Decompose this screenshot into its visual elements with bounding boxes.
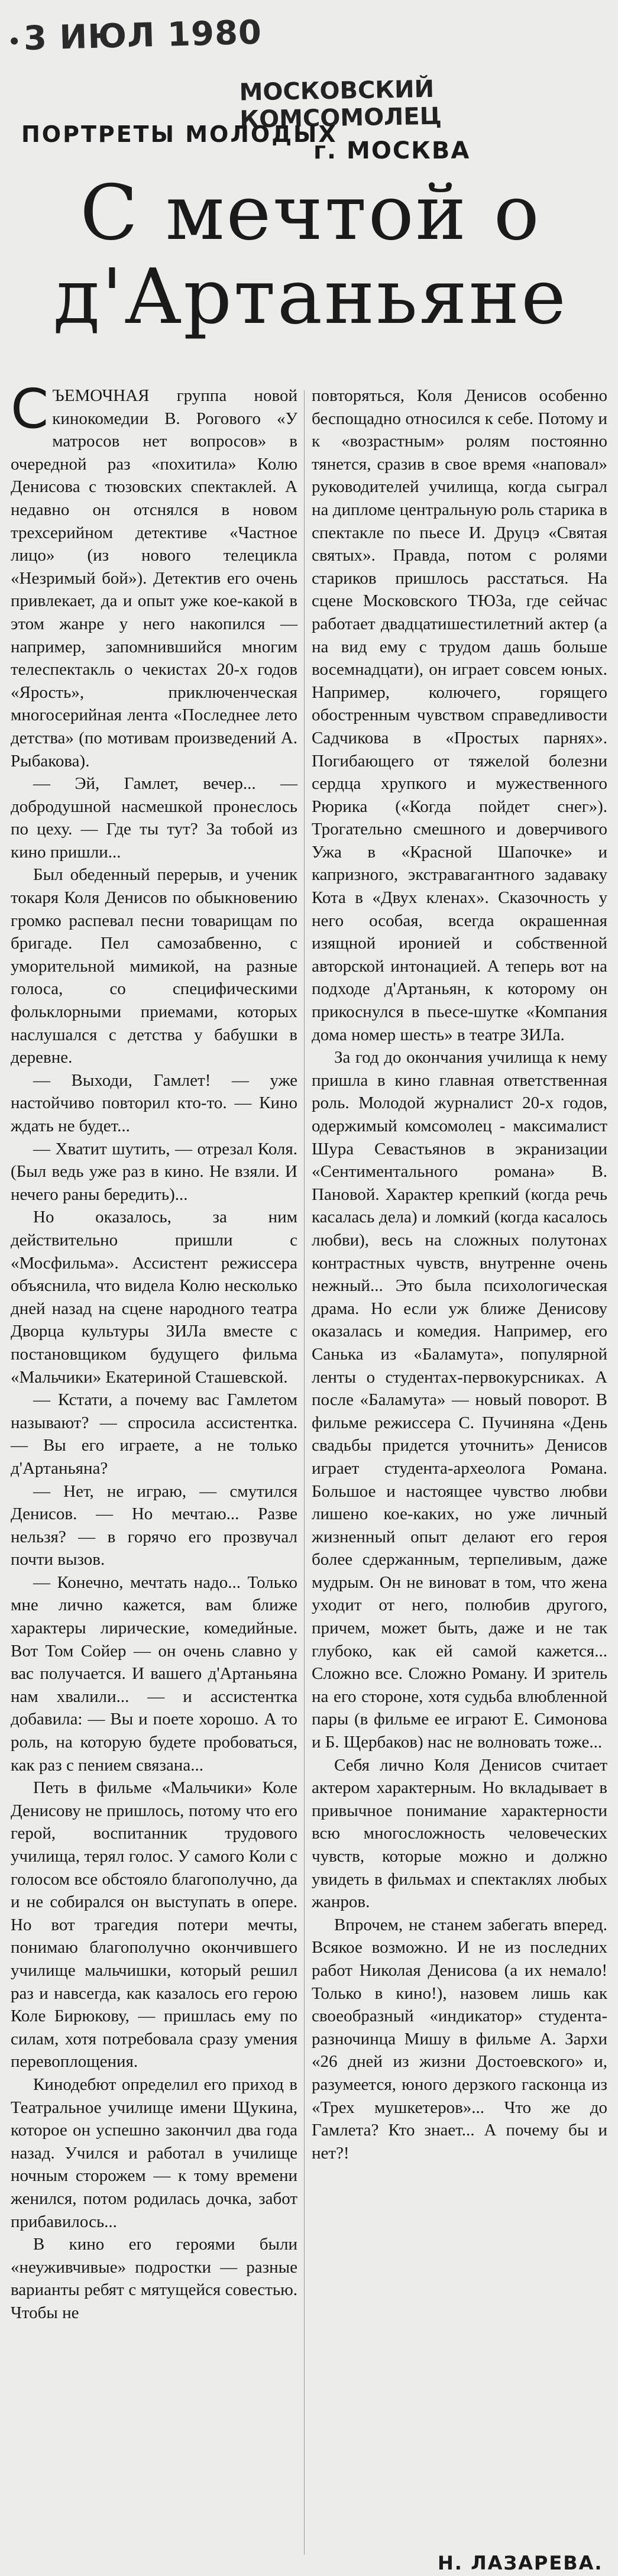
author-signature: Н. ЛАЗАРЕВА. [438, 2552, 603, 2574]
paragraph: Был обеденный перерыв, и ученик токаря Коля Денисов по обыкновению громко распевал песни товарищам по бригаде. Пел самозабвенно, с уморительной мимикой, на разные голоса, со специфическими фольклорными приемами, которых наслушался с детства у бабушки в деревне. [11, 865, 297, 1067]
paragraph: — Эй, Гамлет, вечер... — добродушной насмешкой пронеслось по цеху. — Где ты тут? За тобой из кино пришли... [11, 774, 297, 862]
column-divider [304, 390, 305, 2555]
paragraph: — Конечно, мечтать надо... Только мне лично кажется, вам ближе характеры лирические, комедийные. Вот Том Сойер — он очень славно у вас получается. И вашего д'Артаньяна нам хвалили... — и ассистентка добавила: — Вы и поете хорошо. А то роль, на которую будете пробоваться, как раз с пением связана... [11, 1572, 297, 1775]
paragraph: — Выходи, Гамлет! — уже настойчиво повторил кто-то. — Кино ждать не будет... [11, 1070, 297, 1135]
headline: С мечтой о д'Артаньяне [53, 169, 568, 341]
paragraph-text: ЪЕМОЧНАЯ группа новой кинокомедии В. Рогового «У матросов нет вопросов» в очередной раз «похитила» Колю Денисова с тюзовских спектаклей. А недавно он отснялся в новом трехсерийном детективе «Частное лицо» (из нового телецикла «Незримый бой»). Детектив его очень привлекает, да и опыт уже кое-какой в этом жанре у него накопился — например, запомнившийся многим телеспектакль о чекистах 20-х годов «Ярость», приключенческая многосерийная лента «Последнее лето детства» (по мотивам произведений А. Рыбакова). [11, 386, 297, 771]
paragraph: За год до окончания училища к нему пришла в кино главная ответственная роль. Молодой журналист 20-х годов, одержимый комсомолец - максималист Шура Севастьянов в экранизации «Сентиментального романа» В. Пановой. Характер крепкий (когда речь касалась дела) и ломкий (когда касалось любви), весь на сложных полутонах контрастных чувств, внутренне очень нежный... Это была психологическая драма. Но если уж ближе Денисову оказалась и комедия. Например, его Санька из «Баламута», популярной ленты о студентах-первокурсниках. А после «Баламута» — новый поворот. В фильме режиссера С. Пучиняна «День свадьбы придется уточнить» Денисов играет студента-археолога Романа. Большое и настоящее чувство любви лишено кое-каких, но уже личный жизненный опыт делают его героя более сдержанным, терпеливым, даже мудрым. Он не виноват в том, что жена уходит от него, полюбив другого, причем, может быть, даже и не так глубоко, как ей самой кажется... Сложно все. Сложно Роману. И зритель на его стороне, хотя судьба влюбленной пары (в фильме ее играют Е. Симонова и Б. Щербаков) нас не волновать тоже... [312, 1048, 607, 1752]
paragraph: — Хватит шутить, — отрезал Коля. (Был ведь уже раз в кино. Не взяли. И нечего раны бередить)... [11, 1139, 297, 1204]
newspaper-stamp: МОСКОВСКИЙ КОМСОМОЛЕЦ [239, 75, 442, 134]
paragraph: — Кстати, а почему вас Гамлетом называют? — спросила ассистентка. — Вы его играете, а не только д'Артаньяна? [11, 1390, 297, 1478]
paragraph: В кино его героями были «неуживчивые» подростки — разные варианты ребят с мятущейся совестью. Чтобы не [11, 2235, 297, 2322]
stamp-dot [11, 37, 18, 44]
paragraph: повторяться, Коля Денисов особенно беспощадно относился к себе. Потому и к «возрастным» ролям постоянно тянется, сразив в свое время «наповал» руководителей училища, когда сыграл на дипломе центральную роль старика в спектакле по пьесе И. Друцэ «Святая святых». Правда, потом с ролями стариков пришлось расстаться. На сцене Московского ТЮЗа, где сейчас работает двадцатишестилетний актер (а на вид ему с трудом дашь больше восемнадцати), он играет совсем юных. Например, колючего, горящего обостренным чувством справедливости Садчикова в «Простых парнях». Погибающего от тяжелой болезни сердца хрупкого и мужественного Рюрика («Когда пойдет снег»). Трогательно смешного и доверчивого Ужа в «Красной Шапочке» и капризного, экстравагантного задаваку Кота в «Двух кленах». Сказочность у него особая, всегда окрашенная изящной иронией и собственной авторской интонацией. А теперь вот на подходе д'Артаньян, к которому он прикоснулся в пьесе-шутке «Компания дома номер шесть» в театре ЗИЛа. [312, 386, 607, 1044]
date-stamp [10, 13, 262, 58]
rubric: ПОРТРЕТЫ МОЛОДЫХ [21, 121, 338, 147]
article-lead-paragraph [11, 377, 297, 772]
paragraph: — Нет, не играю, — смутился Денисов. — Но мечтаю... Разве нельзя? — в горячо его прозвучал почти вызов. [11, 1481, 297, 1569]
article-column-right [312, 384, 607, 2164]
dropcap: С [11, 377, 49, 441]
paragraph: Впрочем, не станем забегать вперед. Всякое возможно. И не из последних работ Николая Денисова (а их немало! Только в кино!), назовем лишь как своеобразный «индикатор» студента-разночинца Мишу в фильме А. Зархи «26 дней из жизни Достоевского» и, разумеется, юного дерзкого гасконца из «Трех мушкетеров»... Что же до Гамлета? Кто знает... А почему бы и нет?! [312, 1915, 607, 2163]
article-column-left [11, 377, 297, 2324]
paragraph: Себя лично Коля Денисов считает актером характерным. Но вкладывает в привычное понимание характерности всю многосложность человеческих чувств, которые можно и должно увидеть в фильмах и спектаклях любых жанров. [312, 1755, 607, 1912]
date-stamp-text: 3 ИЮЛ 1980 [23, 13, 263, 58]
paragraph: Петь в фильме «Мальчики» Коле Денисову не пришлось, потому что его герой, воспитанник трудового училища, терял голос. У самого Коли с голосом все обстояло благополучно, да и не собирался он выступать в опере. Но вот трагедия потери мечты, понимаю благополучно окончившего училище мальчишки, который решил раз и навсегда, как казалось его герою Коле Бирюкову, — пришлась ему по силам, хотя потребовала сразу умения перевоплощения. [11, 1778, 297, 2072]
city-stamp: г. МОСКВА [313, 137, 471, 164]
paragraph: Кинодебют определил его приход в Театральное училище имени Щукина, которое он успешно закончил два года назад. Учился и работал в училище ночным сторожем — к тому времени женился, потом родилась дочка, забот прибавилось... [11, 2075, 297, 2231]
paragraph: Но оказалось, за ним действительно пришли с «Мосфильма». Ассистент режиссера объяснила, что видела Колю несколько дней назад на сцене народного театра Дворца культуры ЗИЛа вместе с постановщиком будущего фильма «Мальчики» Екатериной Сташевской. [11, 1208, 297, 1387]
